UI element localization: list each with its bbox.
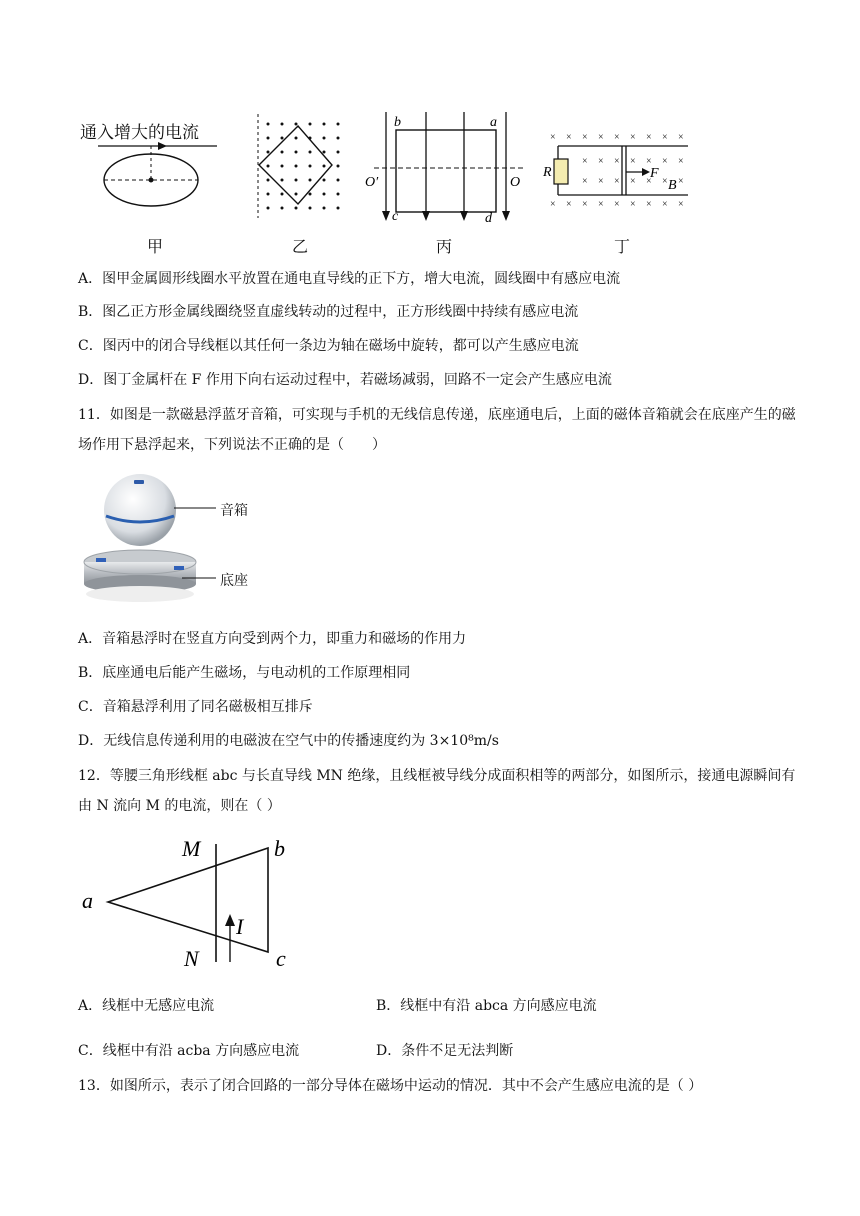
field-dot bbox=[323, 193, 326, 196]
field-dot bbox=[295, 165, 298, 168]
field-cross: × bbox=[662, 156, 668, 167]
q12-option-d: D．条件不足无法判断 bbox=[376, 1043, 514, 1059]
field-cross: × bbox=[646, 199, 652, 210]
field-cross: × bbox=[662, 132, 668, 143]
caption-jia: 甲 bbox=[146, 237, 163, 256]
field-dot bbox=[337, 165, 340, 168]
figure-ding-diagram bbox=[540, 132, 700, 212]
field-dot bbox=[281, 137, 284, 140]
field-dot bbox=[281, 207, 284, 210]
field-dot bbox=[295, 137, 298, 140]
field-cross: × bbox=[630, 176, 636, 187]
bing-label-o: O bbox=[510, 175, 521, 190]
field-cross: × bbox=[566, 199, 572, 210]
bing-label-b: b bbox=[394, 115, 401, 130]
field-cross: × bbox=[646, 176, 652, 187]
caption-yi: 乙 bbox=[291, 237, 308, 256]
field-cross: × bbox=[582, 156, 588, 167]
field-cross: × bbox=[614, 132, 620, 143]
field-dot bbox=[267, 137, 270, 140]
caption-bing: 丙 bbox=[435, 237, 452, 256]
field-cross: × bbox=[598, 199, 604, 210]
label-n: N bbox=[184, 946, 199, 971]
figure-jia-title: 通入增大的电流 bbox=[80, 123, 199, 143]
q10-option-d: D．图丁金属杆在 F 作用下向右运动过程中，若磁场减弱，回路不一定会产生感应电流 bbox=[78, 372, 612, 388]
label-m: M bbox=[182, 836, 201, 861]
label-c-vertex: c bbox=[276, 946, 286, 971]
field-cross: × bbox=[566, 132, 572, 143]
ding-label-r: R bbox=[543, 165, 552, 180]
label-speaker: 音箱 bbox=[220, 503, 248, 519]
field-dot bbox=[337, 179, 340, 182]
field-cross: × bbox=[550, 199, 556, 210]
field-dot bbox=[337, 207, 340, 210]
label-b-vertex: b bbox=[274, 836, 285, 861]
q11-option-b: B．底座通电后能产生磁场，与电动机的工作原理相同 bbox=[78, 665, 411, 681]
triangle-wire-diagram bbox=[78, 830, 308, 975]
field-dot bbox=[309, 137, 312, 140]
field-cross: × bbox=[678, 176, 684, 187]
field-dot bbox=[267, 151, 270, 154]
field-cross: × bbox=[614, 156, 620, 167]
field-dot bbox=[295, 123, 298, 126]
field-dot bbox=[337, 137, 340, 140]
field-cross: × bbox=[598, 176, 604, 187]
field-dot bbox=[323, 207, 326, 210]
field-dot bbox=[295, 179, 298, 182]
field-dot bbox=[309, 123, 312, 126]
bing-label-c: c bbox=[392, 209, 399, 224]
q10-option-a: A．图甲金属圆形线圈水平放置在通电直导线的正下方，增大电流，圆线圈中有感应电流 bbox=[78, 271, 621, 287]
label-a-vertex: a bbox=[82, 888, 93, 913]
q12-option-c: C．线框中有沿 acba 方向感应电流 bbox=[78, 1043, 300, 1059]
field-dot bbox=[281, 123, 284, 126]
field-cross: × bbox=[678, 199, 684, 210]
label-base: 底座 bbox=[220, 573, 248, 589]
q11-stem: 11．如图是一款磁悬浮蓝牙音箱，可实现与手机的无线信息传递，底座通电后，上面的磁体音箱就会在底座产生的磁场作用下悬浮起来，下列说法不正确的是（ ） bbox=[78, 407, 796, 453]
caption-ding: 丁 bbox=[613, 237, 630, 256]
field-cross: × bbox=[630, 199, 636, 210]
field-dot bbox=[267, 207, 270, 210]
field-dot bbox=[323, 123, 326, 126]
field-dot bbox=[295, 193, 298, 196]
field-cross: × bbox=[646, 156, 652, 167]
field-cross: × bbox=[598, 156, 604, 167]
field-dot bbox=[295, 151, 298, 154]
field-cross: × bbox=[582, 132, 588, 143]
field-cross: × bbox=[630, 156, 636, 167]
label-i: I bbox=[236, 914, 244, 939]
q12-option-b: B．线框中有沿 abca 方向感应电流 bbox=[376, 998, 597, 1014]
field-dot bbox=[337, 151, 340, 154]
field-dot bbox=[323, 165, 326, 168]
ding-label-b: B bbox=[668, 178, 677, 193]
field-cross: × bbox=[678, 132, 684, 143]
field-dot bbox=[337, 123, 340, 126]
q11-option-d: D．无线信息传递利用的电磁波在空气中的传播速度约为 3×10⁸m/s bbox=[78, 733, 499, 749]
field-cross: × bbox=[662, 199, 668, 210]
q12-option-a: A．线框中无感应电流 bbox=[78, 998, 215, 1014]
field-dot bbox=[323, 151, 326, 154]
field-cross: × bbox=[582, 199, 588, 210]
field-cross: × bbox=[550, 132, 556, 143]
field-dot bbox=[267, 179, 270, 182]
field-cross: × bbox=[614, 199, 620, 210]
field-cross: × bbox=[614, 176, 620, 187]
field-dot bbox=[309, 193, 312, 196]
field-dot bbox=[281, 179, 284, 182]
q10-option-c: C．图丙中的闭合导线框以其任何一条边为轴在磁场中旋转，都可以产生感应电流 bbox=[78, 338, 579, 354]
field-cross: × bbox=[582, 176, 588, 187]
field-dot bbox=[309, 207, 312, 210]
bing-label-o-prime: O′ bbox=[365, 175, 379, 190]
field-cross: × bbox=[678, 156, 684, 167]
q10-option-b: B．图乙正方形金属线圈绕竖直虚线转动的过程中，正方形线圈中持续有感应电流 bbox=[78, 304, 579, 320]
bing-label-d: d bbox=[485, 211, 492, 226]
field-dot bbox=[295, 207, 298, 210]
field-dot bbox=[281, 165, 284, 168]
bing-label-a: a bbox=[490, 115, 497, 130]
field-dot bbox=[267, 165, 270, 168]
field-dot bbox=[323, 137, 326, 140]
field-dot bbox=[337, 193, 340, 196]
field-dot bbox=[323, 179, 326, 182]
ding-label-f: F bbox=[650, 166, 659, 181]
field-dot bbox=[281, 151, 284, 154]
q11-option-a: A．音箱悬浮时在竖直方向受到两个力，即重力和磁场的作用力 bbox=[78, 631, 467, 647]
field-dot bbox=[309, 151, 312, 154]
field-cross: × bbox=[630, 132, 636, 143]
field-cross: × bbox=[646, 132, 652, 143]
field-cross: × bbox=[598, 132, 604, 143]
field-cross: × bbox=[662, 176, 668, 187]
field-dot bbox=[281, 193, 284, 196]
field-dot bbox=[267, 193, 270, 196]
q13-stem: 13．如图所示，表示了闭合回路的一部分导体在磁场中运动的情况．其中不会产生感应电流的是（ ） bbox=[78, 1078, 703, 1094]
field-dot bbox=[267, 123, 270, 126]
q12-stem: 12．等腰三角形线框 abc 与长直导线 MN 绝缘，且线框被导线分成面积相等的两部分，如图所示，接通电源瞬间有由 N 流向 M 的电流，则在（ ） bbox=[78, 768, 796, 814]
figure-jia-diagram bbox=[95, 140, 220, 215]
field-dot bbox=[309, 165, 312, 168]
q11-option-c: C．音箱悬浮利用了同名磁极相互排斥 bbox=[78, 699, 313, 715]
figure-bing-diagram bbox=[360, 108, 530, 226]
field-dot bbox=[309, 179, 312, 182]
figure-yi-diagram bbox=[250, 112, 350, 220]
